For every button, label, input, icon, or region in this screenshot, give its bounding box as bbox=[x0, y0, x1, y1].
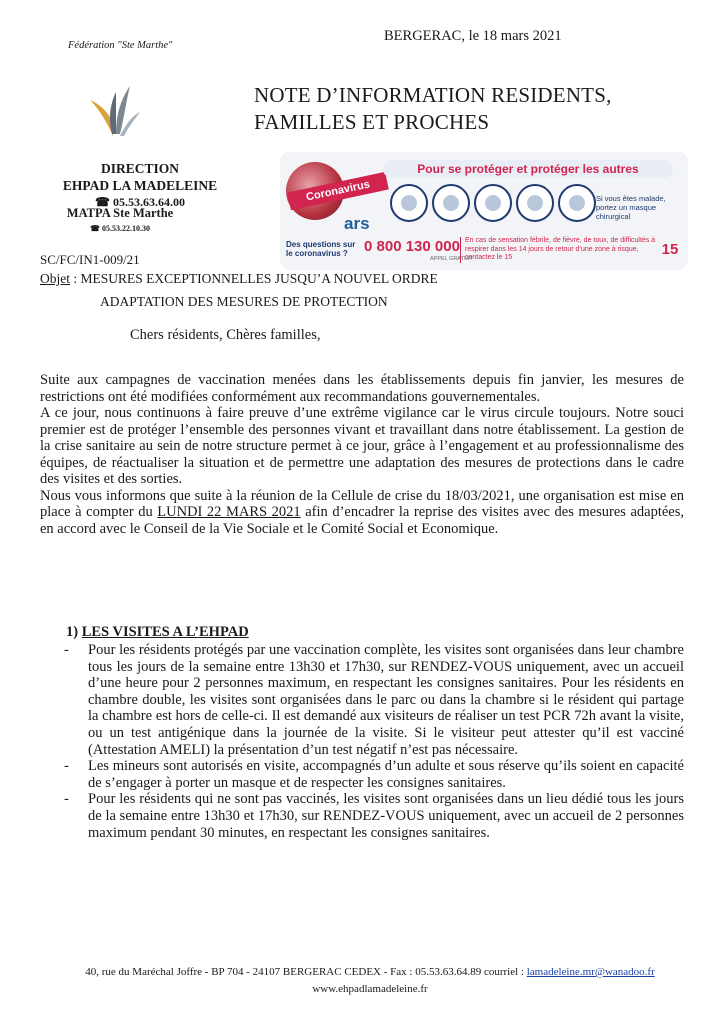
hotline-question: Des questions sur le coronavirus ? bbox=[286, 240, 356, 258]
section-number: 1) bbox=[66, 624, 79, 640]
mask-advice: Si vous êtes malade, portez un masque chirurgical bbox=[596, 194, 666, 221]
list-item-text: Les mineurs sont autorisés en visite, accompagnés d’un adulte et sous réserve qu’ils soient en capacité de s’engager à porter un masque et de respecter les consignes sanitaires. bbox=[88, 758, 684, 791]
no-handshake-icon bbox=[516, 184, 554, 222]
list-item bbox=[64, 758, 684, 791]
fever-advice: En cas de sensation fébrile, de fièvre, de toux, de difficultés à respirer dans les 14 jours de retour d’une zone à risque, contactez le 15 bbox=[460, 237, 657, 263]
document-title bbox=[254, 82, 612, 136]
paragraph-3-end: afin d’encadrer la reprise des visites avec des mesures adaptées, en accord avec le Conseil de la Vie Sociale et le Comité Social et Economique. bbox=[40, 504, 685, 537]
matpa-phone: ☎ 05.53.22.10.30 bbox=[90, 224, 150, 233]
bullet-marker: - bbox=[64, 758, 69, 775]
start-date: LUNDI 22 MARS 2021 bbox=[157, 504, 301, 520]
direction-label: DIRECTION bbox=[100, 161, 179, 176]
salutation: Chers résidents, Chères familles, bbox=[130, 327, 321, 343]
list-item-text: Pour les résidents protégés par une vaccination complète, les visites sont organisées dans leur chambre tous les jours de la semaine entre 13h30 et 17h30, sur RENDEZ-VOUS uniquement, avec un accueil d’une heure pour 2 personnes maximum, en respectant les consignes sanitaires. Pour les résidents en chambre double, les visites sont organisées dans le parc ou dans la chambre si le résident qui partage la chambre est hors de celle-ci. Il est demandé aux visiteurs de réaliser un test PCR 72h avant la visite, ou un test antigénique dans la journée de la visite. Si le visiteur peut attester qu’il est vacciné (Attestation AMELI) la présentation d’un test négatif n’est pas nécessaire. bbox=[88, 642, 684, 758]
visit-rules-list bbox=[64, 642, 684, 841]
handwash-icon bbox=[390, 184, 428, 222]
footer-address-line bbox=[40, 964, 700, 981]
section-heading bbox=[66, 624, 249, 641]
direction-phone: ☎ 05.53.63.64.00 bbox=[95, 195, 185, 209]
mask-icon bbox=[558, 184, 596, 222]
object-line bbox=[40, 271, 438, 287]
footer-email-link[interactable]: lamadeleine.mr@wanadoo.fr bbox=[526, 966, 655, 978]
emergency-number: 15 bbox=[661, 241, 679, 258]
list-item bbox=[64, 791, 684, 841]
paragraph-1: Suite aux campagnes de vaccination menées dans les établissements depuis fin janvier, les mesures de restrictions ont été modifiées conformément aux recommandations gouvernementales. bbox=[40, 372, 684, 405]
matpa-block bbox=[40, 206, 200, 236]
matpa-name: MATPA Ste Marthe bbox=[66, 206, 174, 220]
coronavirus-banner bbox=[280, 152, 688, 270]
tissue-icon bbox=[474, 184, 512, 222]
paragraph-2: A ce jour, nous continuons à faire preuve d’une extrême vigilance car le virus circule toujours. Notre souci premier est de protéger l’ensemble des personnes vivant et travaillant dans notre établissement. La gestion de la crise sanitaire au sein de notre structure permet à ce jour, grâce à l’engagement et au professionnalisme des équipes, de réactualiser la situation et de permettre une adaptation des mesures de protections dans le cadre des visites et des sorties. bbox=[40, 405, 684, 487]
title-line-2: FAMILLES ET PROCHES bbox=[254, 110, 490, 134]
ars-logo: ars bbox=[344, 214, 370, 233]
footer-address: 40, rue du Maréchal Joffre - BP 704 - 24107 BERGERAC CEDEX - Fax : 05.53.63.64.89 courriel : bbox=[85, 966, 527, 978]
footer-website-link[interactable]: www.ehpadlamadeleine.fr bbox=[312, 983, 428, 995]
list-item-text: Pour les résidents qui ne sont pas vaccinés, les visites sont organisées dans un lieu dédié tous les jours de la semaine entre 13h30 et 17h30, sur RENDEZ-VOUS uniquement, avec un accueil de 2 personnes maximum pendant 30 minutes, en respectant les consignes sanitaires. bbox=[88, 791, 684, 841]
footer bbox=[40, 964, 700, 998]
object-text: : MESURES EXCEPTIONNELLES JUSQU’A NOUVEL ORDRE bbox=[70, 271, 438, 286]
bullet-marker: - bbox=[64, 791, 69, 808]
federation-logo bbox=[86, 80, 142, 138]
banner-headline: Pour se protéger et protéger les autres bbox=[383, 160, 673, 178]
title-line-1: NOTE D’INFORMATION RESIDENTS, bbox=[254, 83, 612, 107]
paragraph-3 bbox=[40, 488, 684, 538]
reference-code: SC/FC/IN1-009/21 bbox=[40, 252, 140, 267]
cough-elbow-icon bbox=[432, 184, 470, 222]
list-item bbox=[64, 642, 684, 758]
bullet-marker: - bbox=[64, 642, 69, 658]
establishment-name: EHPAD LA MADELEINE bbox=[62, 178, 218, 193]
paragraph-3-start: Nous vous informons que suite à la réunion de la Cellule de crise du 18/03/2021, une organisation est mise en place à compter du bbox=[40, 487, 684, 520]
direction-block bbox=[40, 160, 240, 211]
hotline-number: 0 800 130 000 bbox=[364, 238, 460, 255]
coronavirus-label: Coronavirus bbox=[287, 172, 389, 210]
object-label: Objet bbox=[40, 271, 70, 286]
section-title: LES VISITES A L’EHPAD bbox=[81, 624, 249, 640]
letter-date: BERGERAC, le 18 mars 2021 bbox=[384, 28, 562, 44]
object-line-2: ADAPTATION DES MESURES DE PROTECTION bbox=[100, 294, 388, 309]
federation-label: Fédération "Ste Marthe" bbox=[68, 40, 173, 51]
letter-body bbox=[40, 372, 684, 537]
hotline-free-label: APPEL GRATUIT bbox=[430, 256, 473, 262]
